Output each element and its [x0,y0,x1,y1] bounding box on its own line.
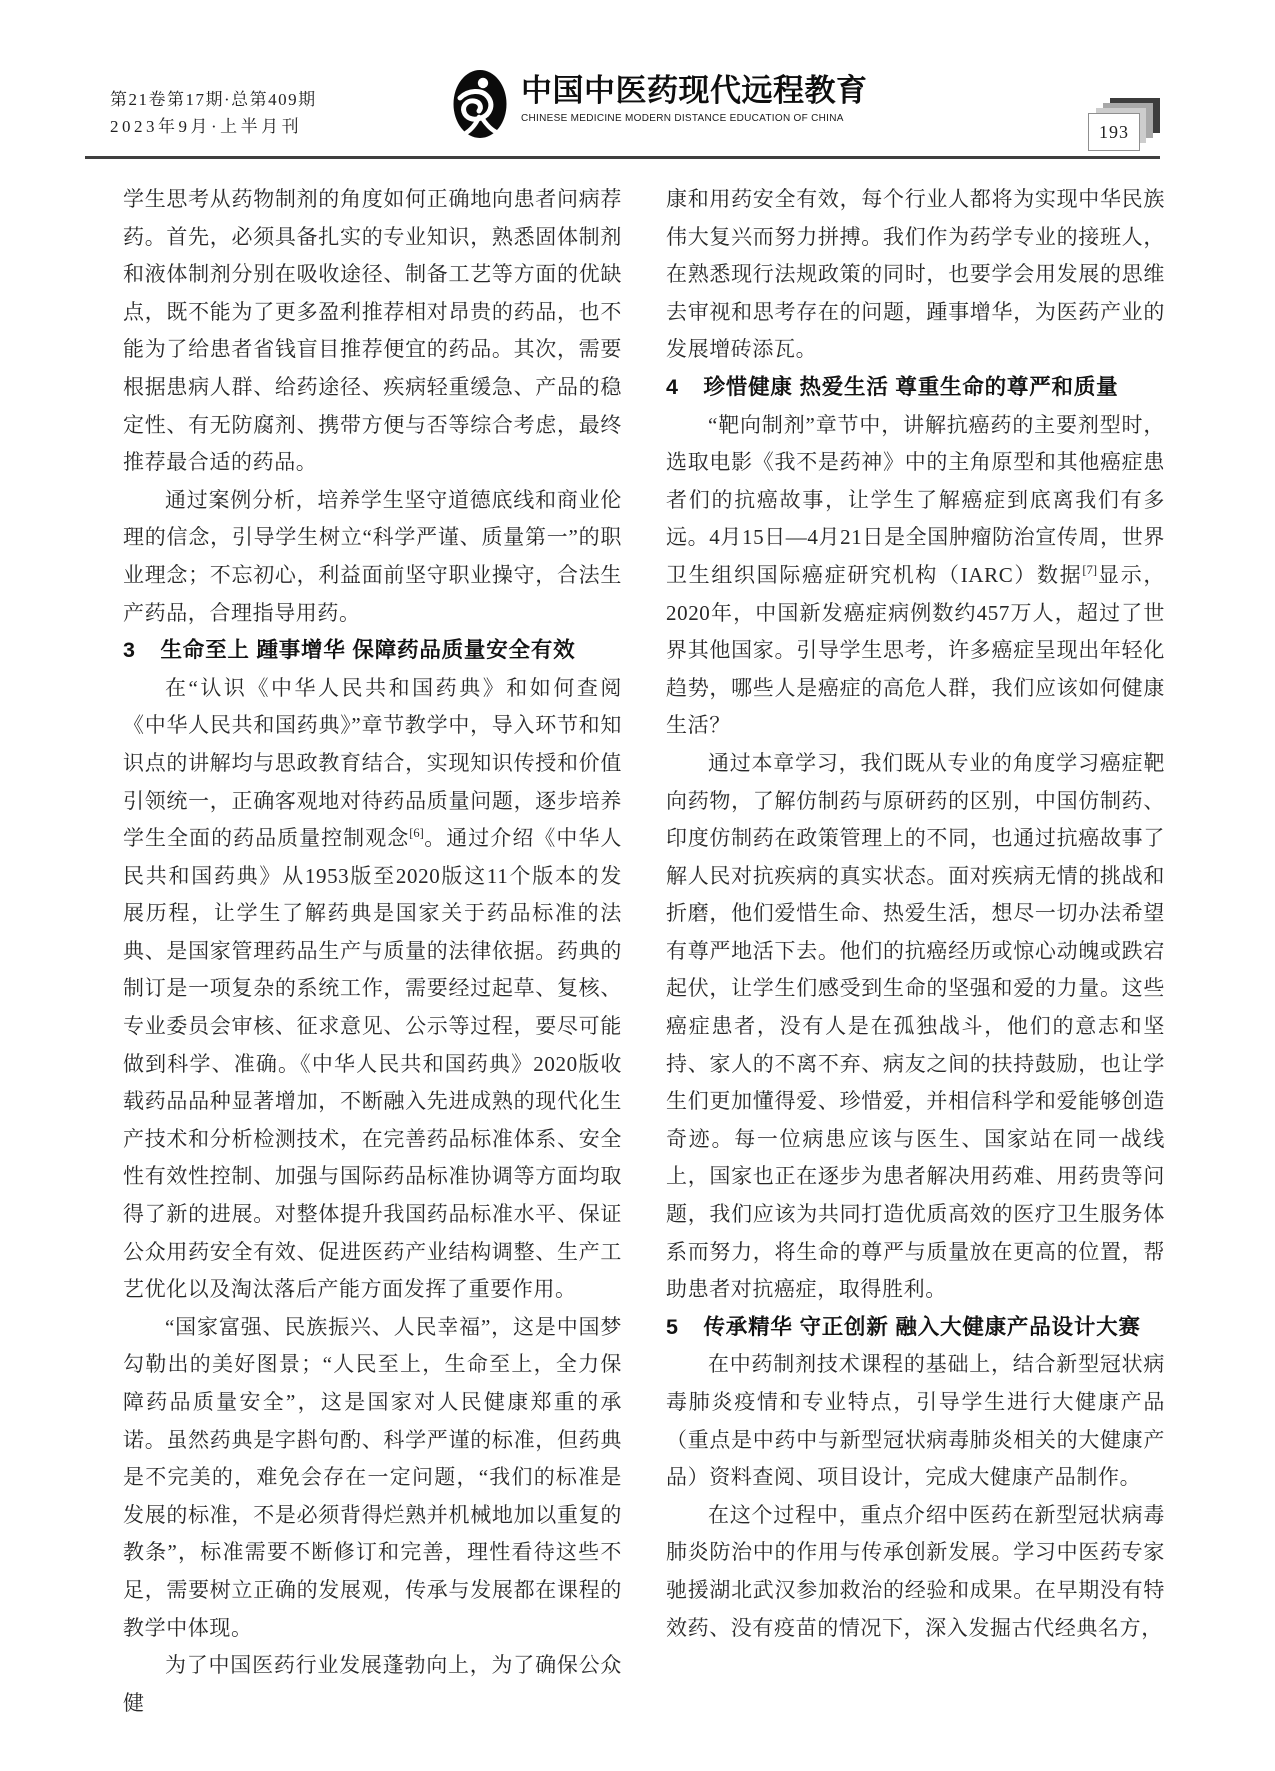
journal-title-en: CHINESE MEDICINE MODERN DISTANCE EDUCATION OF CHINA [521,113,844,124]
issue-volume-line: 第21卷第17期·总第409期 [110,90,317,109]
journal-title-cn: 中国中医药现代远程教育 [521,73,868,108]
section-title: 传承精华 守正创新 融入大健康产品设计大赛 [703,1314,1141,1339]
paragraph: “靶向制剂”章节中，讲解抗癌药的主要剂型时，选取电影《我不是药神》中的主角原型和其他癌症患者们的抗癌故事，让学生了解癌症到底离我们有多远。4月15日—4月21日是全国肿瘤防治宣传周，世界卫生组织国际癌症研究机构（IARC）数据[7]显示，2020年，中国新发癌症病例数约457万人，超过了世界其他国家。引导学生思考，许多癌症呈现出年轻化趋势，哪些人是癌症的高危人群，我们应该如何健康生活？ [666,412,1165,738]
citation-ref: [7] [1082,562,1097,577]
paragraph: 在中药制剂技术课程的基础上，结合新型冠状病毒肺炎疫情和专业特点，引导学生进行大健康产品（重点是中药中与新型冠状病毒肺炎相关的大健康产品）资料查阅、项目设计，完成大健康产品制作。 [666,1352,1165,1490]
paragraph: 通过本章学习，我们既从专业的角度学习癌症靶向药物，了解仿制药与原研药的区别，中国仿制药、印度仿制药在政策管理上的不同，也通过抗癌故事了解人民对抗疾病的真实状态。面对疾病无情的挑战和折磨，他们爱惜生命、热爱生活，想尽一切办法希望有尊严地活下去。他们的抗癌经历或惊心动魄或跌宕起伏，让学生们感受到生命的坚强和爱的力量。这些癌症患者，没有人是在孤独战斗，他们的意志和坚持、家人的不离不弃、病友之间的扶持鼓励，也让学生们更加懂得爱、珍惜爱，并相信科学和爱能够创造奇迹。每一位病患应该与医生、国家站在同一战线上，国家也正在逐步为患者解决用药难、用药贵等问题，我们应该为共同打造优质高效的医疗卫生服务体系而努力，将生命的尊严与质量放在更高的位置，帮助患者对抗癌症，取得胜利。 [666,750,1165,1302]
citation-ref: [6] [409,826,424,841]
paragraph: 通过案例分析，培养学生坚守道德底线和商业伦理的信念，引导学生树立“科学严谨、质量第一”的职业理念；不忘初心，利益面前坚守职业操守，合法生产药品，合理指导用药。 [123,487,622,625]
section-heading-4 [666,369,1165,407]
paragraph: 在“认识《中华人民共和国药典》和如何查阅《中华人民共和国药典》”章节教学中，导入环节和知识点的讲解均与思政教育结合，实现知识传授和价值引领统一，正确客观地对待药品质量问题，逐步培养学生全面的药品质量控制观念[6]。通过介绍《中华人民共和国药典》从1953版至2020版这11个版本的发展历程，让学生了解药典是国家关于药品标准的法典、是国家管理药品生产与质量的法律依据。药典的制订是一项复杂的系统工作，需要经过起草、复核、专业委员会审核、征求意见、公示等过程，要尽可能做到科学、准确。《中华人民共和国药典》2020版收载药品品种显著增加，不断融入先进成熟的现代化生产技术和分析检测技术，在完善药品标准体系、安全性有效性控制、加强与国际药品标准协调等方面均取得了新的进展。对整体提升我国药品标准水平、保证公众用药安全有效、促进医药产业结构调整、生产工艺优化以及淘汰落后产能方面发挥了重要作用。 [123,675,622,1302]
article-body [123,181,1165,1722]
article-column-left [123,181,622,1722]
section-title: 生命至上 踵事增华 保障药品质量安全有效 [160,638,576,663]
section-heading-5 [666,1309,1165,1347]
journal-masthead [452,68,868,140]
issue-date-line: 2023年9月·上半月刊 [110,117,303,136]
paragraph: 在这个过程中，重点介绍中医药在新型冠状病毒肺炎防治中的作用与传承创新发展。学习中医药专家驰援湖北武汉参加救治的经验和成果。在早期没有特效药、没有疫苗的情况下，深入发掘古代经典名方， [666,1502,1165,1640]
paragraph: “国家富强、民族振兴、人民幸福”，这是中国梦勾勒出的美好图景；“人民至上，生命至上，全力保障药品质量安全”，这是国家对人民健康郑重的承诺。虽然药典是字斟句酌、科学严谨的标准，但药典是不完美的，难免会存在一定问题，“我们的标准是发展的标准，不是必须背得烂熟并机械地加以重复的教条”，标准需要不断修订和完善，理性看待这些不足，需要树立正确的发展观，传承与发展都在课程的教学中体现。 [123,1314,622,1640]
paragraph: 学生思考从药物制剂的角度如何正确地向患者问病荐药。首先，必须具备扎实的专业知识，熟悉固体制剂和液体制剂分别在吸收途径、制备工艺等方面的优缺点，既不能为了更多盈利推荐相对昂贵的药品，也不能为了给患者省钱盲目推荐便宜的药品。其次，需要根据患病人群、给药途径、疾病轻重缓急、产品的稳定性、有无防腐剂、携带方便与否等综合考虑，最终推荐最合适的药品。 [123,187,622,475]
section-title: 珍惜健康 热爱生活 尊重生命的尊严和质量 [703,374,1119,399]
section-heading-3 [123,632,622,670]
paragraph: 为了中国医药行业发展蓬勃向上，为了确保公众健 [123,1653,622,1715]
section-number: 5 [666,1314,679,1339]
journal-issue-info [110,86,317,140]
page-number: 193 [1088,113,1140,151]
header-divider-rule [85,156,1160,159]
paragraph: 康和用药安全有效，每个行业人都将为实现中华民族伟大复兴而努力拼搏。我们作为药学专业的接班人，在熟悉现行法规政策的同时，也要学会用发展的思维去审视和思考存在的问题，踵事增华，为医药产业的发展增砖添瓦。 [666,187,1165,362]
article-column-right [666,181,1165,1722]
journal-titles [521,68,868,124]
journal-logo-icon [452,68,508,140]
section-number: 3 [123,638,136,663]
page-number-badge [1088,98,1160,150]
section-number: 4 [666,374,679,399]
